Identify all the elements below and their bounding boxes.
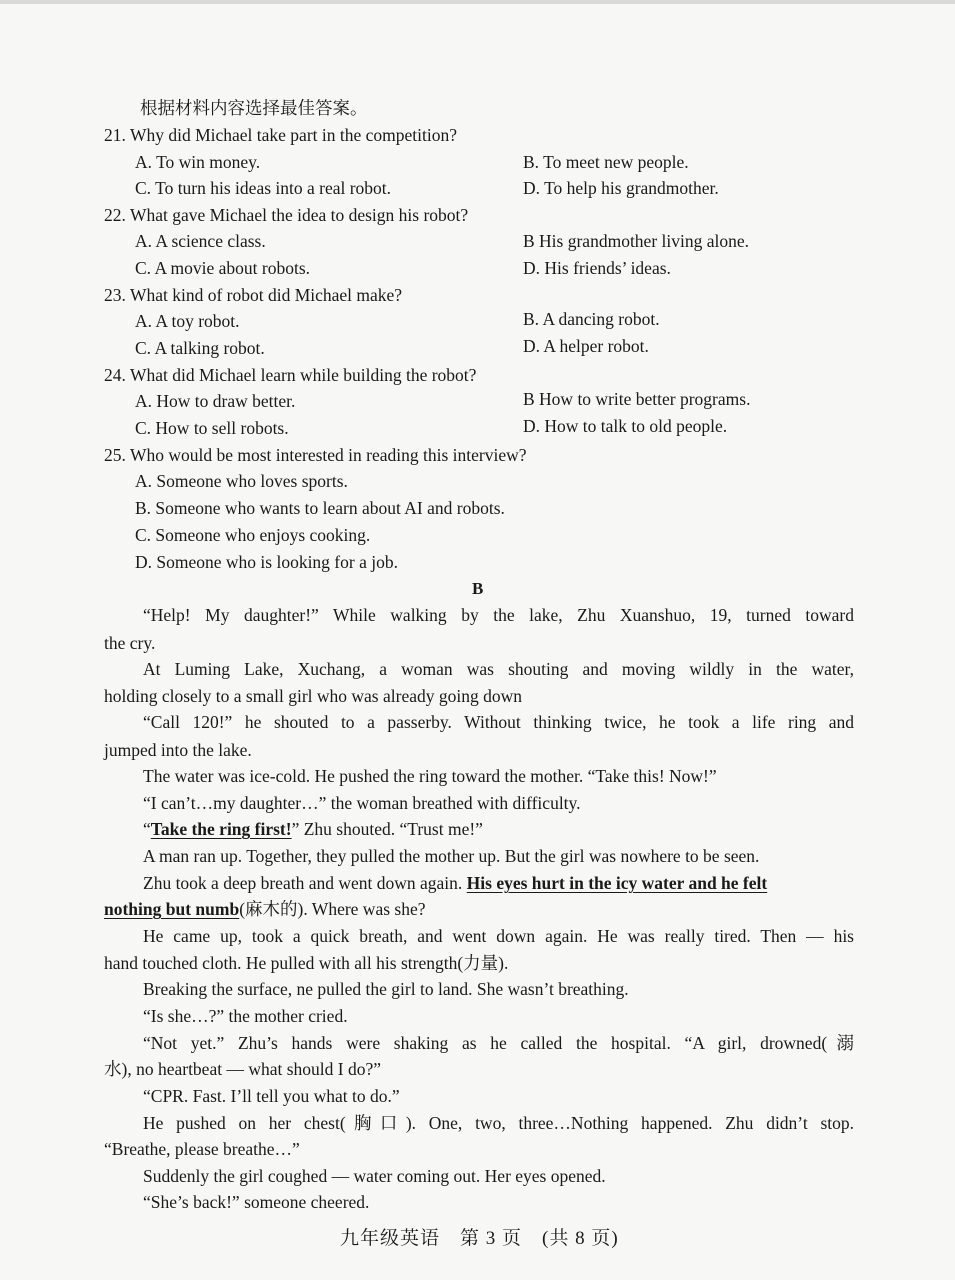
option-21a: A. To win money. — [135, 152, 261, 172]
passage-line: the cry. — [104, 633, 156, 653]
option-25d: D. Someone who is looking for a job. — [135, 552, 398, 572]
passage-line: “Is she…?” the mother cried. — [143, 1006, 348, 1026]
question-text: Why did Michael take part in the competition? — [129, 125, 457, 145]
passage-line: Breaking the surface, ne pulled the girl to land. She wasn’t breathing. — [143, 979, 629, 999]
passage-line: “Breathe, please breathe…” — [104, 1139, 300, 1159]
passage-line: “She’s back!” someone cheered. — [143, 1192, 370, 1212]
passage-line: hand touched cloth. He pulled with all his strength(力量). — [104, 953, 509, 973]
option-24c: C. How to sell robots. — [135, 418, 289, 438]
underlined-phrase: Take the ring first! — [150, 819, 292, 839]
passage-line: Zhu took a deep breath and went down again. His eyes hurt in the icy water and he felt — [143, 873, 768, 893]
option-24a: A. How to draw better. — [135, 391, 296, 411]
option-22d: D. His friends’ ideas. — [523, 258, 671, 278]
passage-line: 水), no heartbeat — what should I do?” — [104, 1059, 382, 1079]
question-25 — [104, 444, 527, 466]
question-number: 22. — [104, 205, 126, 225]
section-b-heading: B — [472, 579, 484, 598]
passage-line: “CPR. Fast. I’ll tell you what to do.” — [143, 1086, 400, 1106]
page-top-edge — [0, 0, 955, 4]
option-23d: D. A helper robot. — [523, 336, 649, 356]
passage-line: “I can’t…my daughter…” the woman breathed with difficulty. — [143, 793, 581, 813]
passage-line: He pushed on her chest(胸口). One, two, three…Nothing happened. Zhu didn’t stop. — [143, 1113, 854, 1133]
option-22b: B His grandmother living alone. — [523, 231, 750, 251]
question-text: What kind of robot did Michael make? — [129, 285, 403, 305]
passage-line: A man ran up. Together, they pulled the mother up. But the girl was nowhere to be seen. — [143, 846, 760, 866]
passage-line: Suddenly the girl coughed — water coming out. Her eyes opened. — [143, 1166, 606, 1186]
passage-line: jumped into the lake. — [104, 740, 252, 760]
question-text: What did Michael learn while building the robot? — [129, 365, 477, 385]
option-24b: B How to write better programs. — [523, 389, 751, 409]
page-footer: 九年级英语 第 3 页 (共 8 页) — [340, 1228, 619, 1249]
option-23a: A. A toy robot. — [135, 311, 240, 331]
question-number: 21. — [104, 125, 126, 145]
option-25a: A. Someone who loves sports. — [135, 471, 348, 491]
question-24 — [104, 364, 476, 386]
question-22 — [104, 204, 468, 226]
question-number: 23. — [104, 285, 126, 305]
option-25c: C. Someone who enjoys cooking. — [135, 525, 371, 545]
question-21 — [104, 124, 457, 146]
passage-line: The water was ice-cold. He pushed the ring toward the mother. “Take this! Now!” — [143, 766, 717, 786]
passage-line: At Luming Lake, Xuchang, a woman was shouting and moving wildly in the water, — [143, 659, 854, 679]
option-25b: B. Someone who wants to learn about AI and robots. — [135, 498, 505, 518]
question-text: What gave Michael the idea to design his robot? — [129, 205, 469, 225]
option-22c: C. A movie about robots. — [135, 258, 310, 278]
underlined-sentence: His eyes hurt in the icy water and he felt — [466, 873, 768, 893]
option-24d: D. How to talk to old people. — [523, 416, 728, 436]
question-number: 24. — [104, 365, 126, 385]
option-21d: D. To help his grandmother. — [523, 178, 719, 198]
option-22a: A. A science class. — [135, 231, 266, 251]
option-21b: B. To meet new people. — [523, 152, 689, 172]
question-23 — [104, 284, 402, 306]
passage-line: He came up, took a quick breath, and went down again. He was really tired. Then — his — [143, 926, 854, 946]
passage-line: holding closely to a small girl who was already going down — [104, 686, 522, 706]
passage-line: “Take the ring first!” Zhu shouted. “Trust me!” — [143, 819, 483, 839]
passage-line: nothing but numb(麻木的). Where was she? — [104, 899, 426, 919]
option-21c: C. To turn his ideas into a real robot. — [135, 178, 392, 198]
underlined-sentence: nothing but numb — [104, 899, 240, 919]
passage-line: “Help! My daughter!” While walking by the lake, Zhu Xuanshuo, 19, turned toward — [143, 605, 854, 625]
passage-line: “Not yet.” Zhu’s hands were shaking as he called the hospital. “A girl, drowned(溺 — [143, 1033, 854, 1053]
option-23c: C. A talking robot. — [135, 338, 265, 358]
passage-line: “Call 120!” he shouted to a passerby. Without thinking twice, he took a life ring and — [143, 712, 854, 732]
question-text: Who would be most interested in reading this interview? — [129, 445, 527, 465]
option-23b: B. A dancing robot. — [523, 309, 660, 329]
question-number: 25. — [104, 445, 126, 465]
instruction: 根据材料内容选择最佳答案。 — [140, 98, 368, 118]
